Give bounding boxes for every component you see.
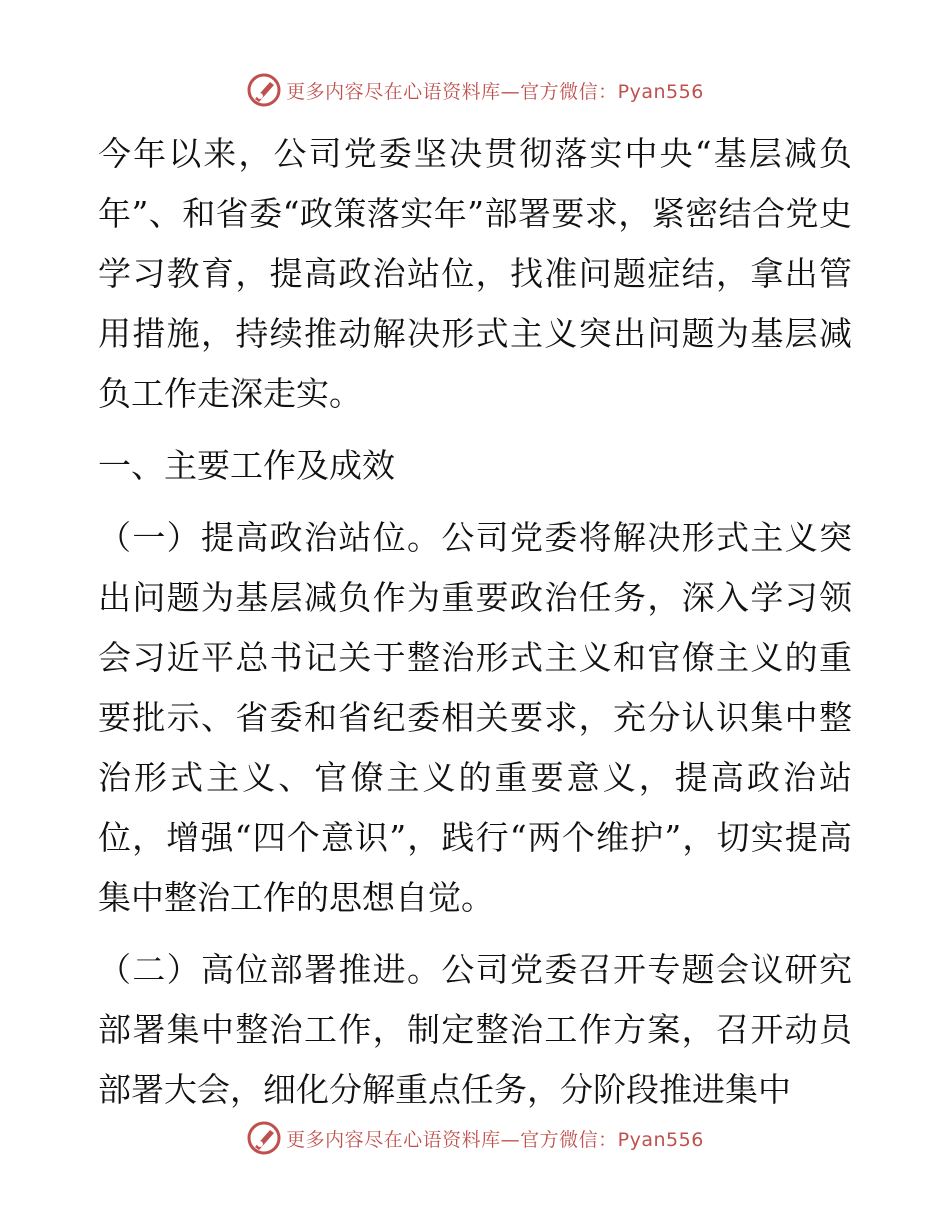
document-body bbox=[98, 124, 852, 1120]
pen-logo-icon bbox=[246, 72, 282, 108]
banner-text: 更多内容尽在心语资料库—官方微信：Pyan556 bbox=[286, 1128, 704, 1151]
header-banner bbox=[0, 70, 950, 110]
banner-text: 更多内容尽在心语资料库—官方微信：Pyan556 bbox=[286, 80, 704, 103]
paragraph-deployment: （二）高位部署推进。公司党委召开专题会议研究部署集中整治工作，制定整治工作方案，召开动员部署大会，细化分解重点任务，分阶段推进集中 bbox=[98, 950, 852, 1109]
paragraph-political-stance: （一）提高政治站位。公司党委将解决形式主义突出问题为基层减负作为重要政治任务，深入学习领会习近平总书记关于整治形式主义和官僚主义的重要批示、省委和省纪委相关要求，充分认识集中整治形式主义、官僚主义的重要意义，提高政治站位，增强“四个意识”，践行“两个维护”，切实提高集中整治工作的思想自觉。 bbox=[98, 518, 852, 917]
footer-banner bbox=[0, 1118, 950, 1158]
pen-logo-icon bbox=[246, 1120, 282, 1156]
section-heading: 一、主要工作及成效 bbox=[98, 446, 395, 485]
intro-paragraph: 今年以来，公司党委坚决贯彻落实中央“基层减负年”、和省委“政策落实年”部署要求，紧密结合党史学习教育，提高政治站位，找准问题症结，拿出管用措施，持续推动解决形式主义突出问题为基层减负工作走深走实。 bbox=[98, 134, 852, 413]
